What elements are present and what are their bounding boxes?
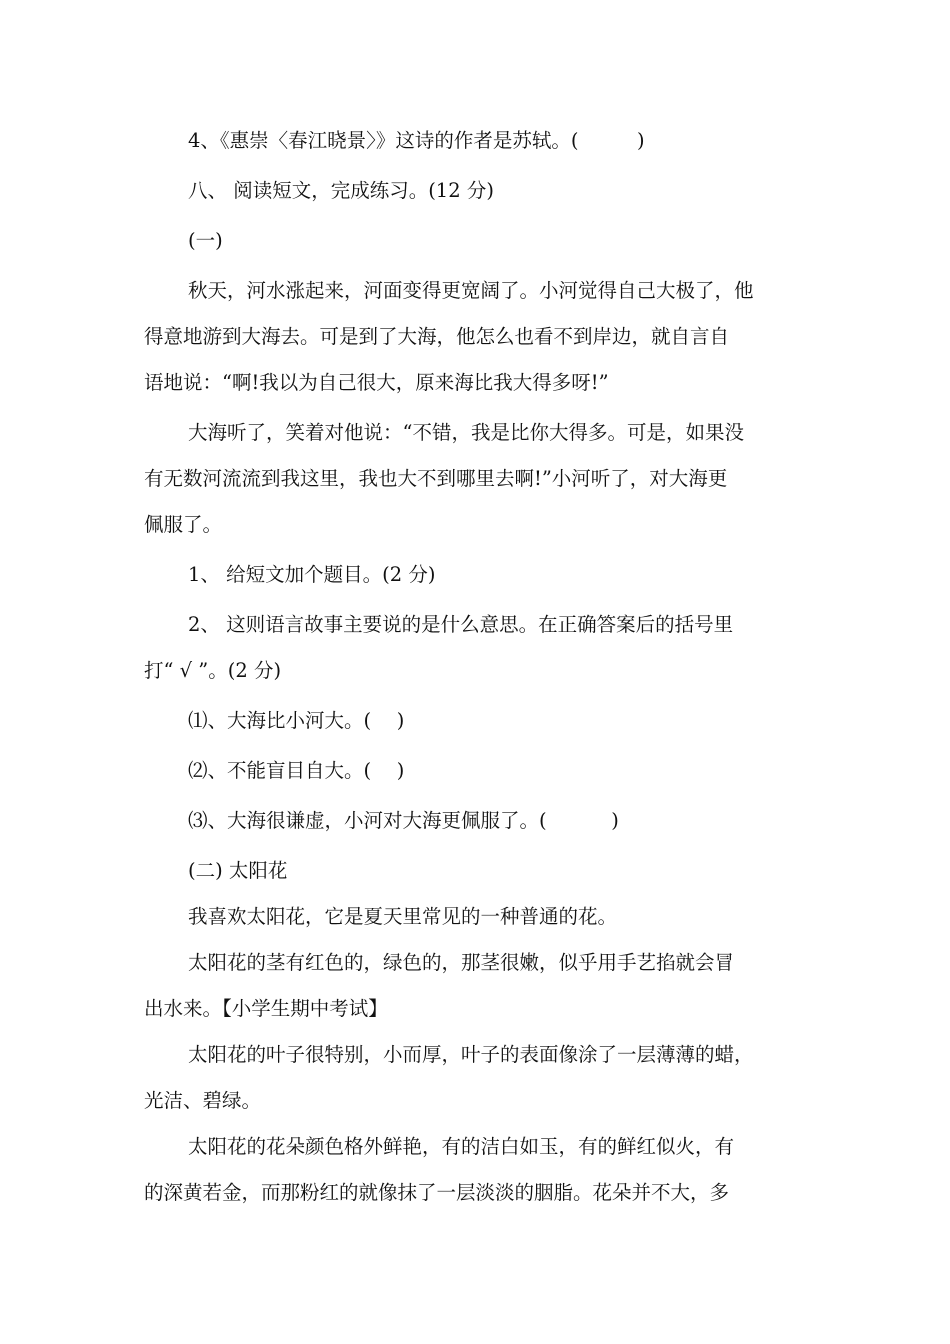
option-2: ⑵、不能盲目自大。( ) <box>188 759 405 782</box>
text-line: 太阳花的茎有红色的，绿色的，那茎很嫩，似乎用手艺掐就会冒 <box>188 951 735 974</box>
reading-question-2 <box>144 602 806 694</box>
text-line: 太阳花的叶子很特别，小而厚，叶子的表面像涂了一层薄薄的蜡， <box>188 1043 754 1066</box>
option-3: ⑶、大海很谦虚，小河对大海更佩服了。( ) <box>188 809 619 832</box>
text-line: 大海听了，笑着对他说：“不错，我是比你大得多。可是，如果没 <box>188 421 744 444</box>
text-line: 打“ √ ”。(2 分) <box>144 659 282 682</box>
text-line: 光洁、碧绿。 <box>144 1089 262 1112</box>
section-8-heading: 八、 阅读短文，完成练习。(12 分) <box>188 179 494 202</box>
text-line: 太阳花的花朵颜色格外鲜艳，有的洁白如玉，有的鲜红似火，有 <box>188 1135 735 1158</box>
question-4: 4、《惠崇〈春江晓景〉》这诗的作者是苏轼。( ) <box>188 129 645 152</box>
text-line: 有无数河流流到我这里，我也大不到哪里去啊!”小河听了，对大海更 <box>144 467 728 490</box>
passage-2-paragraph-3 <box>144 1032 806 1124</box>
passage-2-paragraph-4 <box>144 1124 806 1216</box>
text-line: 2、 这则语言故事主要说的是什么意思。在正确答案后的括号里 <box>188 613 734 636</box>
text-line: 语地说：“啊!我以为自己很大，原来海比我大得多呀!” <box>144 371 609 394</box>
passage-2-paragraph-2 <box>144 940 806 1032</box>
passage-2-paragraph-1: 我喜欢太阳花，它是夏天里常见的一种普通的花。 <box>188 905 618 928</box>
text-line: 出水来。【小学生期中考试】 <box>144 997 388 1020</box>
reading-question-1: 1、 给短文加个题目。(2 分) <box>188 563 436 586</box>
passage-1-paragraph-1 <box>144 268 806 406</box>
text-line: 佩服了。 <box>144 513 223 536</box>
part-2-heading: (二) 太阳花 <box>188 859 288 882</box>
text-line: 得意地游到大海去。可是到了大海，他怎么也看不到岸边，就自言自 <box>144 325 730 348</box>
option-1: ⑴、大海比小河大。( ) <box>188 709 405 732</box>
text-line: 的深黄若金，而那粉红的就像抹了一层淡淡的胭脂。花朵并不大，多 <box>144 1181 730 1204</box>
part-1-label: (一) <box>188 229 223 252</box>
passage-1-paragraph-2 <box>144 410 806 548</box>
text-line: 秋天，河水涨起来，河面变得更宽阔了。小河觉得自己大极了，他 <box>188 279 754 302</box>
